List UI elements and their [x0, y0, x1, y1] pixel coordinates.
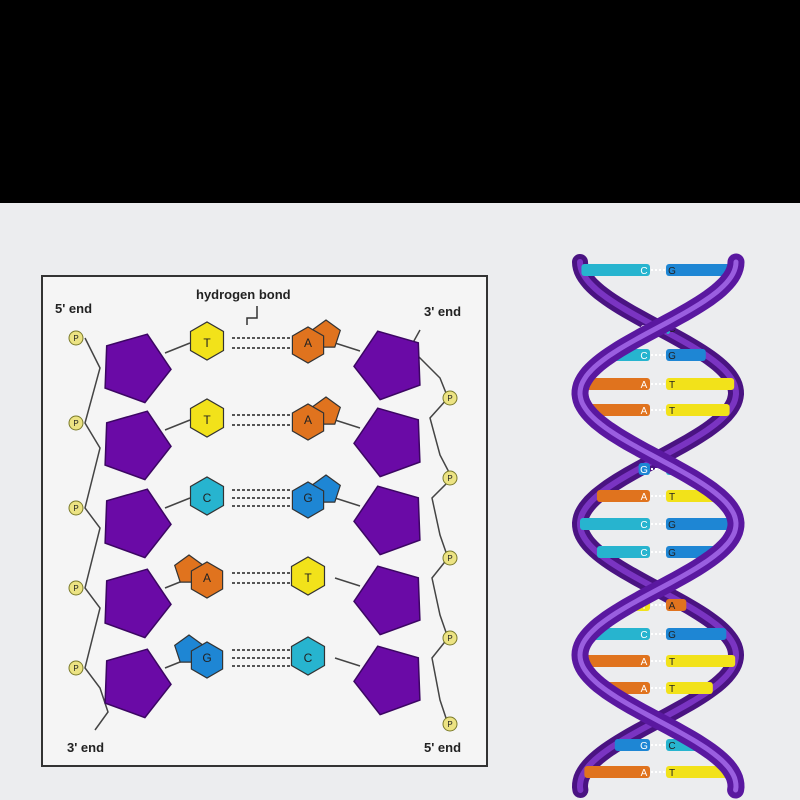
rung-right-letter: A: [668, 601, 676, 612]
rung-left-letter: C: [640, 630, 648, 641]
phosphate-label: P: [447, 720, 453, 729]
rung-right-letter: T: [668, 768, 676, 779]
rung-right-letter: T: [668, 657, 676, 668]
rung-left-letter: G: [640, 324, 648, 335]
rung-right-half: [666, 518, 736, 530]
five-prime-end-top-label: 5' end: [55, 301, 93, 316]
base-letter: T: [203, 413, 211, 427]
rung-left-letter: A: [640, 684, 648, 695]
rung-left-letter: G: [640, 465, 648, 476]
rung-right-half: [666, 404, 730, 416]
five-prime-end-bottom-label: 5' end: [424, 740, 462, 755]
rung-left-letter: A: [640, 768, 648, 779]
rung-right-letter: G: [668, 351, 676, 362]
rung-left-letter: C: [640, 266, 648, 277]
rung-left-letter: G: [640, 741, 648, 752]
dna-ladder-diagram: [42, 276, 487, 766]
base-letter: G: [303, 491, 313, 505]
base-letter: T: [304, 571, 312, 585]
rung-right-letter: C: [668, 324, 676, 335]
rung-left-letter: A: [640, 380, 648, 391]
rung-right-half: [666, 655, 735, 667]
phosphate-label: P: [73, 419, 79, 428]
phosphate-label: P: [73, 334, 79, 343]
rung-right-letter: T: [668, 684, 676, 695]
rung-left-letter: A: [640, 657, 648, 668]
phosphate-label: P: [73, 664, 79, 673]
three-prime-end-top-label: 3' end: [424, 304, 462, 319]
rung-right-half: [666, 378, 734, 390]
phosphate-label: P: [447, 634, 453, 643]
base-letter: A: [202, 571, 212, 585]
phosphate-label: P: [447, 554, 453, 563]
rung-right-letter: T: [668, 492, 676, 503]
phosphate-label: P: [73, 584, 79, 593]
base-letter: A: [303, 413, 313, 427]
base-letter: T: [203, 336, 211, 350]
rung-left-letter: T: [640, 601, 648, 612]
rung-left-letter: C: [640, 351, 648, 362]
rung-right-letter: G: [668, 266, 676, 277]
three-prime-end-bottom-label: 3' end: [67, 740, 105, 755]
hydrogen-bond-label: hydrogen bond: [196, 287, 291, 302]
phosphate-label: P: [73, 504, 79, 513]
base-letter: G: [202, 651, 212, 665]
phosphate-label: P: [447, 394, 453, 403]
rung-right-letter: C: [668, 465, 676, 476]
rung-right-letter: T: [668, 406, 676, 417]
rung-right-letter: C: [668, 741, 676, 752]
rung-left-letter: A: [640, 406, 648, 417]
base-letter: C: [303, 651, 313, 665]
rung-left-letter: C: [640, 520, 648, 531]
base-letter: A: [303, 336, 313, 350]
rung-right-letter: G: [668, 520, 676, 531]
rung-left-letter: A: [640, 492, 648, 503]
base-letter: C: [202, 491, 212, 505]
phosphate-label: P: [447, 474, 453, 483]
rung-right-letter: G: [668, 630, 676, 641]
rung-left-letter: C: [640, 548, 648, 559]
rung-right-letter: T: [668, 380, 676, 391]
rung-right-letter: G: [668, 548, 676, 559]
